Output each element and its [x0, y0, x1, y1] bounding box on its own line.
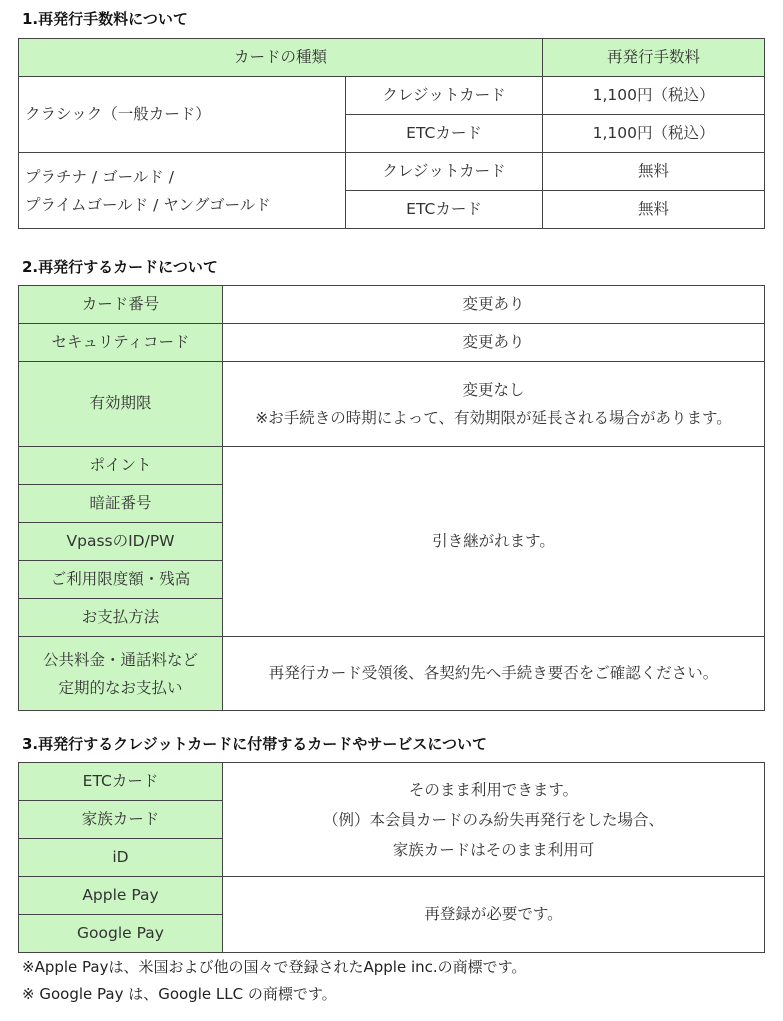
premium-credit-type: クレジットカード [346, 153, 543, 191]
group1-value [223, 763, 765, 877]
section3-title: 3.再発行するクレジットカードに付帯するカードやサービスについて [22, 735, 488, 753]
id-label: iD [19, 839, 223, 877]
premium-category-line1: プラチナ / ゴールド / [25, 167, 174, 186]
table-row [19, 763, 765, 801]
table-row [19, 77, 765, 115]
group1-value-line2: （例）本会員カードのみ紛失再発行をした場合、 [322, 810, 664, 829]
header-fee: 再発行手数料 [543, 39, 765, 77]
group2-value: 再登録が必要です。 [223, 877, 765, 953]
section2-title: 2.再発行するカードについて [22, 258, 218, 276]
classic-category: クラシック（一般カード） [19, 77, 346, 153]
carryover-label-limit: ご利用限度額・残高 [19, 561, 223, 599]
apple-pay-label: Apple Pay [19, 877, 223, 915]
security-code-value: 変更あり [223, 324, 765, 362]
expiry-value-line2: ※お手続きの時期によって、有効期限が延長される場合があります。 [255, 409, 732, 427]
expiry-value [223, 362, 765, 447]
table-row [19, 362, 765, 447]
premium-etc-fee: 無料 [543, 191, 765, 229]
carryover-label-points: ポイント [19, 447, 223, 485]
footnote-google-pay: ※ Google Pay は、Google LLC の商標です。 [22, 985, 337, 1003]
footnote-apple-pay: ※Apple Payは、米国および他の国々で登録されたApple inc.の商標です。 [22, 958, 527, 976]
fee-table-header [19, 39, 765, 77]
utility-value: 再発行カード受領後、各契約先へ手続き要否をご確認ください。 [223, 637, 765, 711]
etc-card-label: ETCカード [19, 763, 223, 801]
classic-etc-fee: 1,100円（税込） [543, 115, 765, 153]
premium-category-line2: プライムゴールド / ヤングゴールド [25, 195, 271, 214]
header-card-type: カードの種類 [19, 39, 543, 77]
expiry-value-line1: 変更なし [462, 381, 525, 399]
group1-value-line1: そのまま利用できます。 [408, 780, 579, 799]
utility-label-line1: 公共料金・通話料など [42, 650, 198, 669]
reissue-card-table [18, 285, 765, 711]
utility-label-line2: 定期的なお支払い [58, 678, 183, 697]
family-card-label: 家族カード [19, 801, 223, 839]
carryover-label-vpass: VpassのID/PW [19, 523, 223, 561]
table-row [19, 324, 765, 362]
table-row [19, 286, 765, 324]
table-row [19, 637, 765, 711]
table-row [19, 447, 765, 485]
premium-etc-type: ETCカード [346, 191, 543, 229]
premium-credit-fee: 無料 [543, 153, 765, 191]
security-code-label: セキュリティコード [19, 324, 223, 362]
table-row [19, 153, 765, 191]
fee-table [18, 38, 765, 229]
table-row [19, 877, 765, 915]
expiry-label: 有効期限 [19, 362, 223, 447]
section1-title: 1.再発行手数料について [22, 10, 188, 28]
classic-credit-type: クレジットカード [346, 77, 543, 115]
classic-etc-type: ETCカード [346, 115, 543, 153]
utility-label [19, 637, 223, 711]
card-number-label: カード番号 [19, 286, 223, 324]
classic-credit-fee: 1,100円（税込） [543, 77, 765, 115]
carryover-label-pin: 暗証番号 [19, 485, 223, 523]
premium-category [19, 153, 346, 229]
card-number-value: 変更あり [223, 286, 765, 324]
carryover-value: 引き継がれます。 [223, 447, 765, 637]
google-pay-label: Google Pay [19, 915, 223, 953]
carryover-label-payment: お支払方法 [19, 599, 223, 637]
attached-services-table [18, 762, 765, 953]
group1-value-line3: 家族カードはそのまま利用可 [392, 840, 595, 859]
